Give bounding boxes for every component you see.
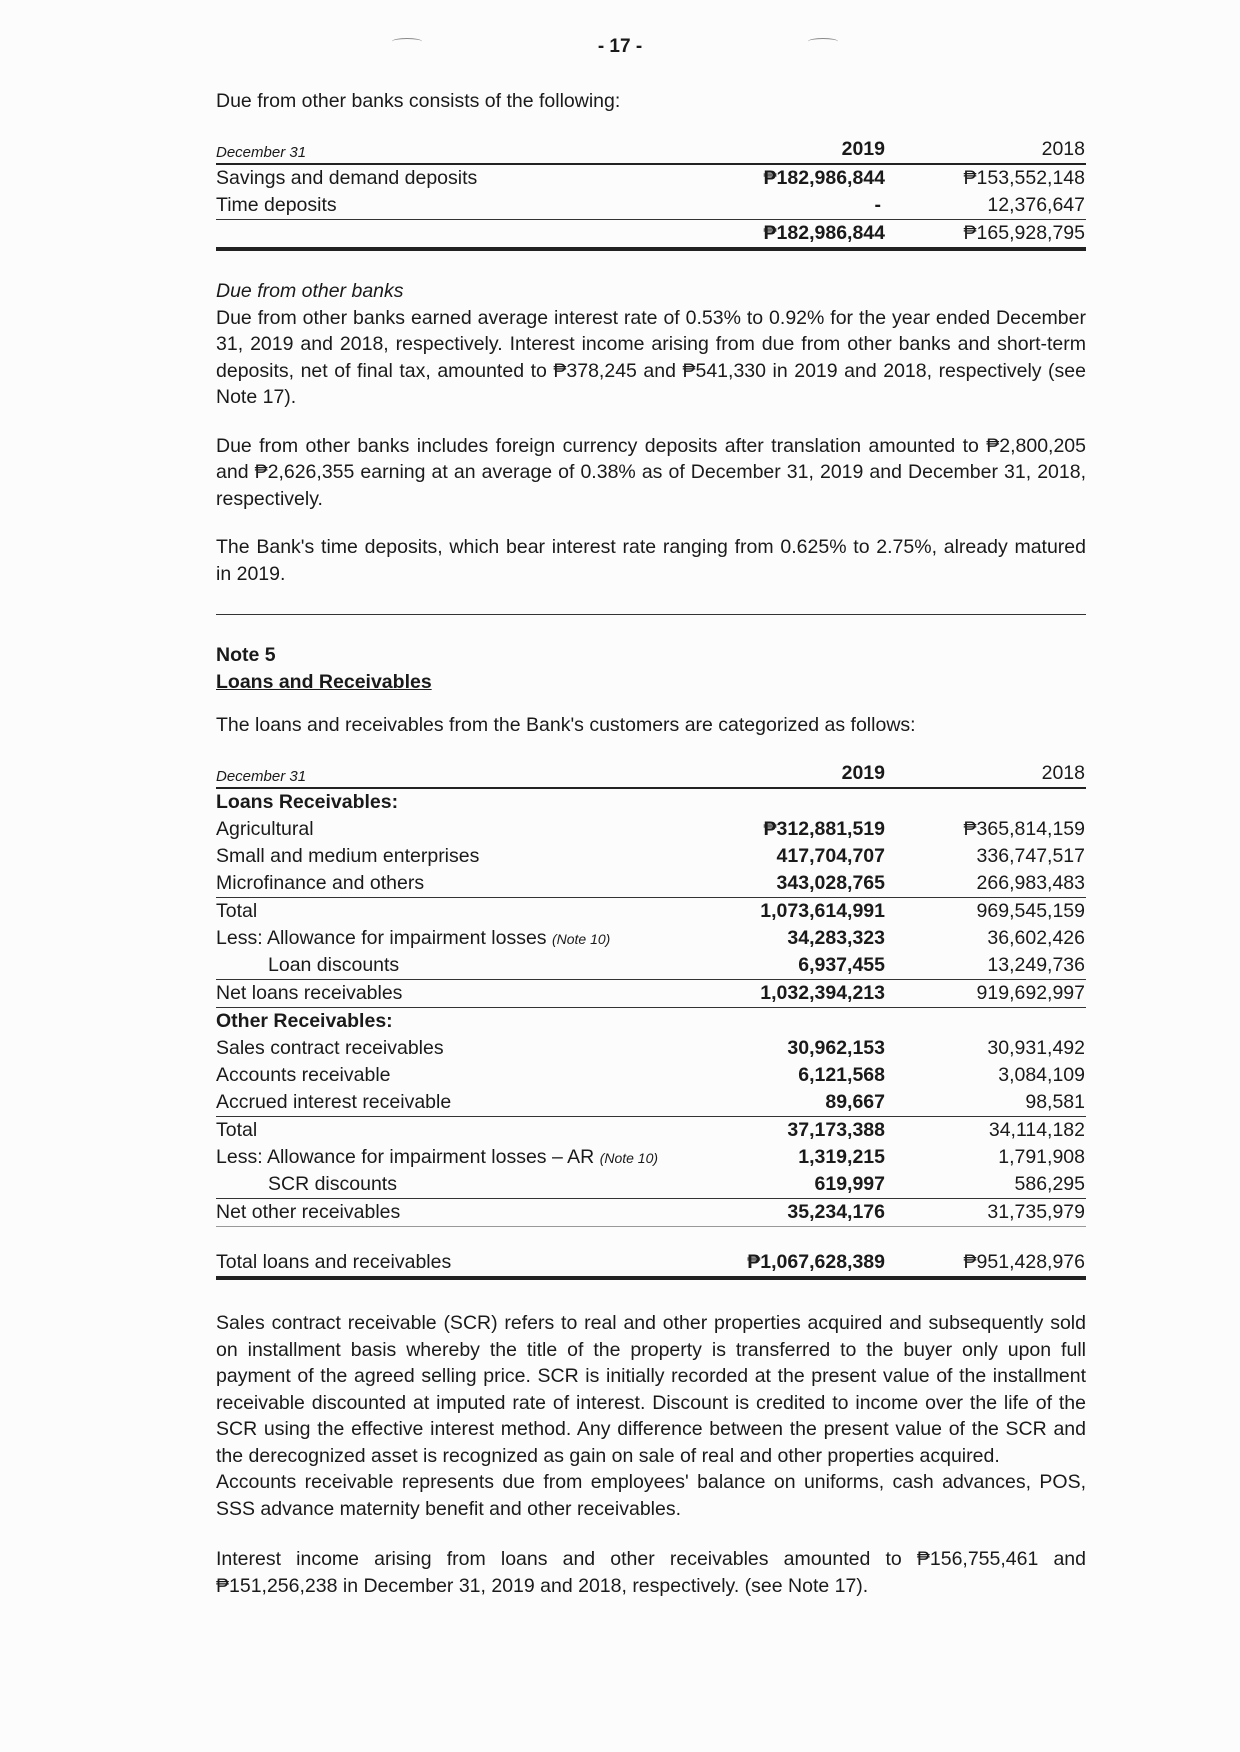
header-2019: 2019 xyxy=(841,138,885,160)
row-label: Total loans and receivables xyxy=(216,1251,452,1273)
table-total-row xyxy=(216,220,1086,251)
section-row xyxy=(216,789,1086,816)
header-2019: 2019 xyxy=(841,762,885,784)
value-2019: 619,997 xyxy=(814,1173,885,1195)
header-label: December 31 xyxy=(216,768,307,785)
value-2018: ₱365,814,159 xyxy=(963,818,1085,840)
value-2018: 3,084,109 xyxy=(998,1064,1085,1086)
row-label-text: Less: Allowance for impairment losses xyxy=(216,927,547,949)
header-2018: 2018 xyxy=(1041,138,1085,160)
paragraph: Due from other banks includes foreign currency deposits after translation amounted to ₱2,800,205 and ₱2,626,355 earning at an average of 0.38% as of December 31, 2019 and December 31, 2018, respectively. xyxy=(216,434,1086,510)
value-2018: 586,295 xyxy=(1014,1173,1085,1195)
row-label: Time deposits xyxy=(216,194,337,216)
page-number: - 17 - xyxy=(597,36,643,57)
value-2019: 343,028,765 xyxy=(776,872,885,894)
value-2019: 6,121,568 xyxy=(798,1064,885,1086)
value-2018: ₱153,552,148 xyxy=(963,167,1085,189)
value-2019: 6,937,455 xyxy=(798,954,885,976)
note-number: Note 5 xyxy=(216,644,276,666)
value-2018: 1,791,908 xyxy=(998,1146,1085,1168)
value-2018: 34,114,182 xyxy=(988,1119,1085,1141)
row-label: Net other receivables xyxy=(216,1201,401,1223)
row-label: Sales contract receivables xyxy=(216,1037,444,1059)
table-row xyxy=(216,980,1086,1008)
value-2018: 336,747,517 xyxy=(976,845,1085,867)
paragraph: The Bank's time deposits, which bear interest rate ranging from 0.625% to 2.75%, already matured in 2019. xyxy=(216,536,1086,585)
note-reference: (Note 10) xyxy=(551,931,611,947)
note5-intro: The loans and receivables from the Bank's customers are categorized as follows: xyxy=(216,714,916,736)
row-label: SCR discounts xyxy=(268,1173,397,1195)
table-header xyxy=(216,760,1086,789)
note-reference: (Note 10) xyxy=(599,1150,659,1166)
note5-notes xyxy=(216,1310,1086,1599)
value-2019: ₱182,986,844 xyxy=(763,222,885,244)
table-row xyxy=(216,1035,1086,1062)
value-2018: ₱165,928,795 xyxy=(963,222,1085,244)
row-label: Savings and demand deposits xyxy=(216,167,478,189)
value-2019: ₱182,986,844 xyxy=(763,167,885,189)
value-2019: 1,073,614,991 xyxy=(760,900,885,922)
table-grand-total-row xyxy=(216,1249,1086,1280)
due-from-banks-notes xyxy=(216,278,1086,587)
note-title: Loans and Receivables xyxy=(216,671,432,693)
value-2018: 919,692,997 xyxy=(976,982,1085,1004)
spacer xyxy=(216,1227,1086,1249)
value-2018: 36,602,426 xyxy=(987,927,1085,949)
table-row xyxy=(216,165,1086,192)
paragraph: Accounts receivable represents due from employees' balance on uniforms, cash advances, POS, SSS advance maternity benefit and other receivables. xyxy=(216,1471,1086,1520)
row-label: Accounts receivable xyxy=(216,1064,391,1086)
table-row xyxy=(216,1089,1086,1117)
value-2019: ₱312,881,519 xyxy=(763,818,885,840)
header-label: December 31 xyxy=(216,144,307,161)
value-2019: 34,283,323 xyxy=(787,927,885,949)
row-label: Small and medium enterprises xyxy=(216,845,480,867)
value-2018: 30,931,492 xyxy=(987,1037,1085,1059)
table-row xyxy=(216,1199,1086,1227)
row-label: Total xyxy=(216,1119,258,1141)
table-row xyxy=(216,1144,1086,1171)
section-row xyxy=(216,1008,1086,1035)
value-2018: 266,983,483 xyxy=(976,872,1085,894)
header-2018: 2018 xyxy=(1041,762,1085,784)
paragraph: Sales contract receivable (SCR) refers to real and other properties acquired and subsequently sold on installment basis whereby the title of the property is transferred to the buyer only upon full payment of the agreed selling price. SCR is initially recorded at the present value of the installment receivable discounted at imputed rate of interest. Discount is credited to income over the life of the SCR using the effective interest method. Any difference between the present value of the SCR and the derecognized asset is recognized as gain on sale of real and other properties acquired. xyxy=(216,1312,1086,1467)
subheading: Due from other banks xyxy=(216,280,404,302)
table-row xyxy=(216,898,1086,925)
paragraph: Interest income arising from loans and other receivables amounted to ₱156,755,461 and ₱151,256,238 in December 31, 2019 and 2018, respectively. (see Note 17). xyxy=(216,1548,1086,1597)
row-label-text: Less: Allowance for impairment losses – AR xyxy=(216,1146,595,1168)
row-label: Agricultural xyxy=(216,818,314,840)
value-2019: 37,173,388 xyxy=(787,1119,885,1141)
value-2019: 417,704,707 xyxy=(776,845,885,867)
row-label: Total xyxy=(216,900,258,922)
due-from-banks-intro: Due from other banks consists of the following: xyxy=(216,90,621,112)
table-row xyxy=(216,952,1086,980)
value-2018: ₱951,428,976 xyxy=(963,1251,1085,1273)
row-label xyxy=(216,1144,658,1172)
paragraph: Due from other banks earned average interest rate of 0.53% to 0.92% for the year ended December 31, 2019 and 2018, respectively. Interest income arising from due from other banks and short-term deposits, net of final tax, amounted to ₱378,245 and ₱541,330 in 2019 and 2018, respectively (see Note 17). xyxy=(216,306,1086,408)
value-2018: 969,545,159 xyxy=(976,900,1085,922)
table-row xyxy=(216,925,1086,952)
value-2018: 13,249,736 xyxy=(987,954,1085,976)
table-row xyxy=(216,1171,1086,1199)
value-2019: 1,319,215 xyxy=(798,1146,885,1168)
value-2019: ₱1,067,628,389 xyxy=(747,1251,885,1273)
section-divider xyxy=(216,614,1086,615)
table-row xyxy=(216,816,1086,843)
row-label: Loans Receivables: xyxy=(216,791,399,813)
table-row xyxy=(216,843,1086,870)
table-row xyxy=(216,870,1086,898)
table-row xyxy=(216,1117,1086,1144)
table-row xyxy=(216,1062,1086,1089)
note-heading xyxy=(216,642,432,696)
row-label xyxy=(216,925,610,953)
row-label: Microfinance and others xyxy=(216,872,425,894)
value-2018: 98,581 xyxy=(1025,1091,1085,1113)
table-row xyxy=(216,192,1086,220)
row-label: Net loans receivables xyxy=(216,982,403,1004)
value-2018: 31,735,979 xyxy=(987,1201,1085,1223)
value-2019: 30,962,153 xyxy=(787,1037,885,1059)
due-from-banks-table xyxy=(216,136,1086,251)
row-label: Loan discounts xyxy=(268,954,400,976)
value-2019: 35,234,176 xyxy=(787,1201,885,1223)
value-2019: 1,032,394,213 xyxy=(760,982,885,1004)
table-header xyxy=(216,136,1086,165)
row-label: Other Receivables: xyxy=(216,1010,393,1032)
row-label: Accrued interest receivable xyxy=(216,1091,452,1113)
value-2019: 89,667 xyxy=(825,1091,885,1113)
value-2018: 12,376,647 xyxy=(987,194,1085,216)
value-2019: - xyxy=(874,194,881,216)
loans-receivables-table xyxy=(216,760,1086,1280)
